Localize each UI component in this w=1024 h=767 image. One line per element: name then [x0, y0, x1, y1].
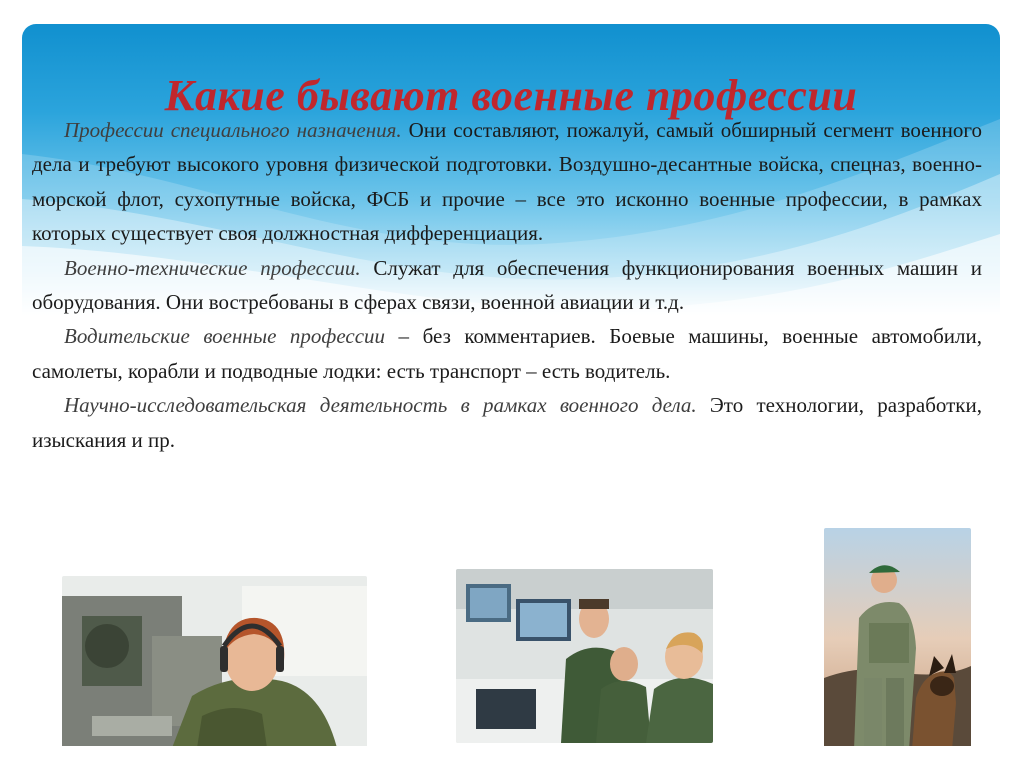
photo-servicewoman-headset — [62, 576, 367, 746]
paragraph-military-technical — [32, 251, 982, 320]
paragraph-body: Они составляют, пожалуй, самый обширный сегмент военного дела и требуют высокого уровня физической подготовки. Воздушно-десантные войска, спецназ, военно-морской флот, сухопутные войска, ФСБ и прочие – все это исконно военные профессии, в рамках которых существует своя должностная дифференциация. — [32, 118, 983, 246]
paragraph-body: – без комментариев. Боевые машины, военные автомобили, самолеты, корабли и подводные лодки: есть транспорт – есть водитель. — [32, 324, 982, 383]
content-text — [32, 113, 982, 457]
paragraph-body: Это технологии, разработки, изыскания и пр. — [32, 393, 982, 452]
photo-soldiers-computers — [456, 569, 713, 743]
paragraph-lead: Водительские военные профессии — [64, 324, 386, 349]
paragraph-body: Служат для обеспечения функционирования военных машин и оборудования. Они востребованы в сферах связи, военной авиации и т.д. — [32, 255, 982, 315]
paragraph-lead: Военно-технические профессии. — [64, 255, 361, 280]
paragraph-drivers — [32, 319, 982, 388]
paragraph-lead: Профессии специального назначения. — [64, 118, 402, 142]
paragraph-lead: Научно-исследовательская деятельность в рамках военного дела. — [64, 393, 697, 418]
photo-guard-with-dog — [824, 528, 971, 746]
slide-title: Какие бывают военные профессии — [164, 71, 858, 120]
slide-frame — [22, 24, 1000, 746]
paragraph-research — [32, 388, 982, 457]
paragraph-special-purpose — [32, 113, 982, 251]
